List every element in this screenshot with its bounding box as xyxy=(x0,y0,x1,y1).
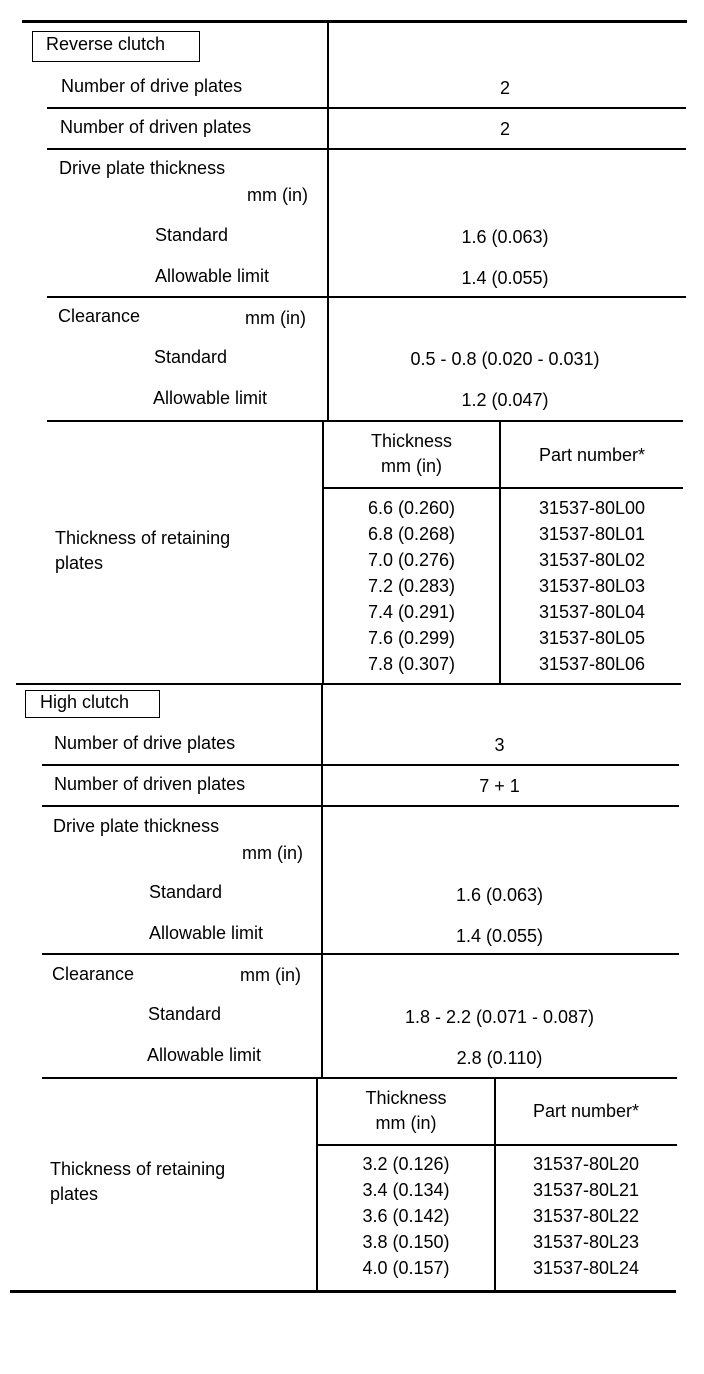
thickness-standard-label: Standard xyxy=(149,882,223,902)
row-divider xyxy=(47,148,686,150)
drive-plates-value: 3 xyxy=(494,735,505,755)
retaining-thickness: 7.8 (0.307) xyxy=(367,654,456,674)
bottom-rule xyxy=(10,1290,676,1293)
section-divider xyxy=(16,683,681,685)
clearance-limit-label: Allowable limit xyxy=(147,1045,262,1065)
retaining-plates-label: Thickness of retaining xyxy=(55,528,231,548)
retaining-part-number: 31537-80L23 xyxy=(532,1232,640,1252)
retaining-part-number: 31537-80L00 xyxy=(538,498,646,518)
clearance-label: Clearance xyxy=(58,306,141,326)
row-divider xyxy=(47,107,686,109)
retaining-part-number: 31537-80L24 xyxy=(532,1258,640,1278)
driven-plates-label: Number of driven plates xyxy=(60,117,252,137)
row-divider xyxy=(47,420,683,422)
retaining-thickness: 3.4 (0.134) xyxy=(362,1180,450,1200)
retaining-thickness: 3.2 (0.126) xyxy=(362,1154,450,1174)
thickness-limit-value: 1.4 (0.055) xyxy=(455,926,544,946)
drive-plate-thickness-unit: mm (in) xyxy=(242,843,303,863)
clearance-standard-label: Standard xyxy=(148,1004,222,1024)
thickness-standard-value: 1.6 (0.063) xyxy=(455,885,544,905)
retaining-part-number: 31537-80L21 xyxy=(532,1180,640,1200)
clearance-limit-label: Allowable limit xyxy=(153,388,268,408)
driven-plates-value: 7 + 1 xyxy=(479,776,520,796)
row-divider xyxy=(42,953,679,955)
retaining-plates-label-cont: plates xyxy=(55,553,104,573)
retaining-thickness: 7.2 (0.283) xyxy=(367,576,456,596)
retaining-part-number: 31537-80L01 xyxy=(538,524,646,544)
column-divider xyxy=(327,22,329,420)
clearance-standard-label: Standard xyxy=(154,347,228,367)
thickness-standard-label: Standard xyxy=(155,225,229,245)
column-header-thickness-unit: mm (in) xyxy=(375,1113,437,1133)
retaining-plates-label: Thickness of retaining xyxy=(50,1159,226,1179)
column-header-thickness: Thickness xyxy=(370,431,453,451)
clearance-standard-value: 0.5 - 0.8 (0.020 - 0.031) xyxy=(410,349,600,369)
section-title: Reverse clutch xyxy=(46,34,166,54)
clearance-standard-value: 1.8 - 2.2 (0.071 - 0.087) xyxy=(404,1007,595,1027)
retaining-part-number: 31537-80L03 xyxy=(538,576,646,596)
column-header-part-number: Part number* xyxy=(538,445,646,465)
row-divider xyxy=(42,805,679,807)
retaining-thickness: 3.6 (0.142) xyxy=(362,1206,450,1226)
drive-plates-value: 2 xyxy=(499,78,510,98)
retaining-part-number: 31537-80L02 xyxy=(538,550,646,570)
retaining-thickness: 7.6 (0.299) xyxy=(367,628,456,648)
header-divider xyxy=(323,487,683,489)
thickness-limit-value: 1.4 (0.055) xyxy=(461,268,549,288)
drive-plates-label: Number of drive plates xyxy=(54,733,236,753)
retaining-part-number: 31537-80L05 xyxy=(538,628,646,648)
drive-plates-label: Number of drive plates xyxy=(61,76,243,96)
thickness-limit-label: Allowable limit xyxy=(155,266,270,286)
retaining-plates-label-cont: plates xyxy=(50,1184,99,1204)
retaining-thickness: 4.0 (0.157) xyxy=(362,1258,450,1278)
retaining-thickness: 7.4 (0.291) xyxy=(367,602,456,622)
clearance-limit-value: 2.8 (0.110) xyxy=(456,1048,543,1068)
clearance-label: Clearance xyxy=(52,964,135,984)
retaining-part-number: 31537-80L06 xyxy=(538,654,646,674)
retaining-part-number: 31537-80L20 xyxy=(532,1154,640,1174)
retaining-part-number: 31537-80L04 xyxy=(538,602,646,622)
clearance-limit-value: 1.2 (0.047) xyxy=(461,390,549,410)
drive-plate-thickness-unit: mm (in) xyxy=(247,185,308,205)
column-header-thickness: Thickness xyxy=(365,1088,447,1108)
row-divider xyxy=(42,764,679,766)
top-rule xyxy=(22,20,687,23)
retaining-thickness: 6.8 (0.268) xyxy=(367,524,456,544)
driven-plates-value: 2 xyxy=(499,119,510,139)
header-divider xyxy=(317,1144,677,1146)
row-divider xyxy=(42,1077,677,1079)
row-divider xyxy=(47,296,686,298)
retaining-thickness: 3.8 (0.150) xyxy=(362,1232,450,1252)
driven-plates-label: Number of driven plates xyxy=(54,774,246,794)
drive-plate-thickness-label: Drive plate thickness xyxy=(59,158,226,178)
thickness-limit-label: Allowable limit xyxy=(149,923,264,943)
thickness-standard-value: 1.6 (0.063) xyxy=(461,227,549,247)
clearance-unit: mm (in) xyxy=(240,965,301,985)
retaining-thickness: 6.6 (0.260) xyxy=(367,498,456,518)
section-title: High clutch xyxy=(40,692,130,712)
clearance-unit: mm (in) xyxy=(245,308,306,328)
column-header-part-number: Part number* xyxy=(532,1101,640,1121)
drive-plate-thickness-label: Drive plate thickness xyxy=(53,816,220,836)
retaining-thickness: 7.0 (0.276) xyxy=(367,550,456,570)
column-header-thickness-unit: mm (in) xyxy=(381,456,442,476)
retaining-part-number: 31537-80L22 xyxy=(532,1206,640,1226)
